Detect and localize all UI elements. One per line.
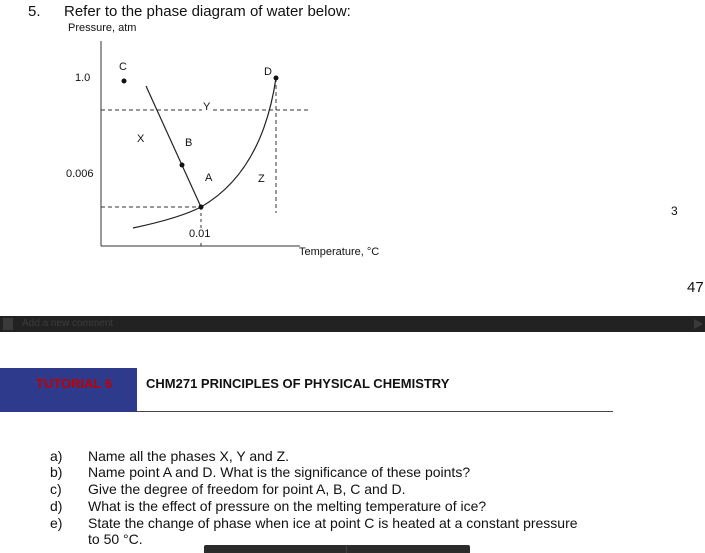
item-text-a: Name all the phases X, Y and Z. bbox=[88, 448, 290, 464]
marks-small: 3 bbox=[671, 204, 678, 218]
label-region-y: Y bbox=[203, 101, 211, 113]
item-letter-b: b) bbox=[50, 464, 63, 480]
tutorial-underline bbox=[137, 411, 613, 412]
item-text-c: Give the degree of freedom for point A, B, C and D. bbox=[88, 481, 406, 497]
tutorial-badge-label: TUTORIAL 6 bbox=[36, 376, 113, 391]
label-point-a: A bbox=[205, 172, 213, 184]
item-letter-d: d) bbox=[50, 498, 63, 514]
comment-icon bbox=[3, 318, 13, 330]
question-number: 5. bbox=[28, 3, 41, 20]
y-tick-0006: 0.006 bbox=[66, 168, 94, 180]
x-tick-001: 0.01 bbox=[189, 228, 211, 240]
toolbar-separator bbox=[346, 545, 347, 553]
x-axis-title: Temperature, °C bbox=[299, 246, 380, 258]
item-text-d: What is the effect of pressure on the melting temperature of ice? bbox=[88, 498, 487, 514]
question-text: Refer to the phase diagram of water below: bbox=[64, 3, 351, 20]
point-a-marker bbox=[199, 205, 204, 210]
label-region-x: X bbox=[137, 133, 145, 145]
item-letter-e: e) bbox=[50, 515, 63, 531]
comment-placeholder[interactable]: Add a new comment bbox=[22, 318, 114, 329]
tutorial-title: CHM271 PRINCIPLES OF PHYSICAL CHEMISTRY bbox=[146, 376, 450, 391]
comment-bar[interactable] bbox=[0, 316, 705, 332]
tutorial-badge bbox=[0, 368, 137, 412]
item-text-b: Name point A and D. What is the significance of these points? bbox=[88, 464, 471, 480]
send-icon[interactable] bbox=[694, 319, 703, 329]
label-point-d: D bbox=[264, 66, 272, 78]
label-point-c: C bbox=[119, 61, 127, 73]
point-c-marker bbox=[122, 79, 127, 84]
point-d-marker bbox=[274, 76, 279, 81]
bottom-toolbar[interactable] bbox=[204, 545, 470, 553]
label-region-z: Z bbox=[258, 173, 265, 185]
item-letter-a: a) bbox=[50, 448, 63, 464]
item-letter-c: c) bbox=[50, 481, 62, 497]
marks-total: 47 bbox=[687, 279, 704, 296]
item-text-e-continued: to 50 °C. bbox=[88, 531, 143, 547]
label-point-b: B bbox=[185, 137, 193, 149]
solid-liquid-boundary bbox=[146, 86, 201, 207]
y-tick-1atm: 1.0 bbox=[75, 72, 91, 84]
y-axis-title: Pressure, atm bbox=[68, 22, 137, 34]
point-b-marker bbox=[180, 163, 185, 168]
item-text-e: State the change of phase when ice at point C is heated at a constant pressure bbox=[88, 515, 578, 531]
